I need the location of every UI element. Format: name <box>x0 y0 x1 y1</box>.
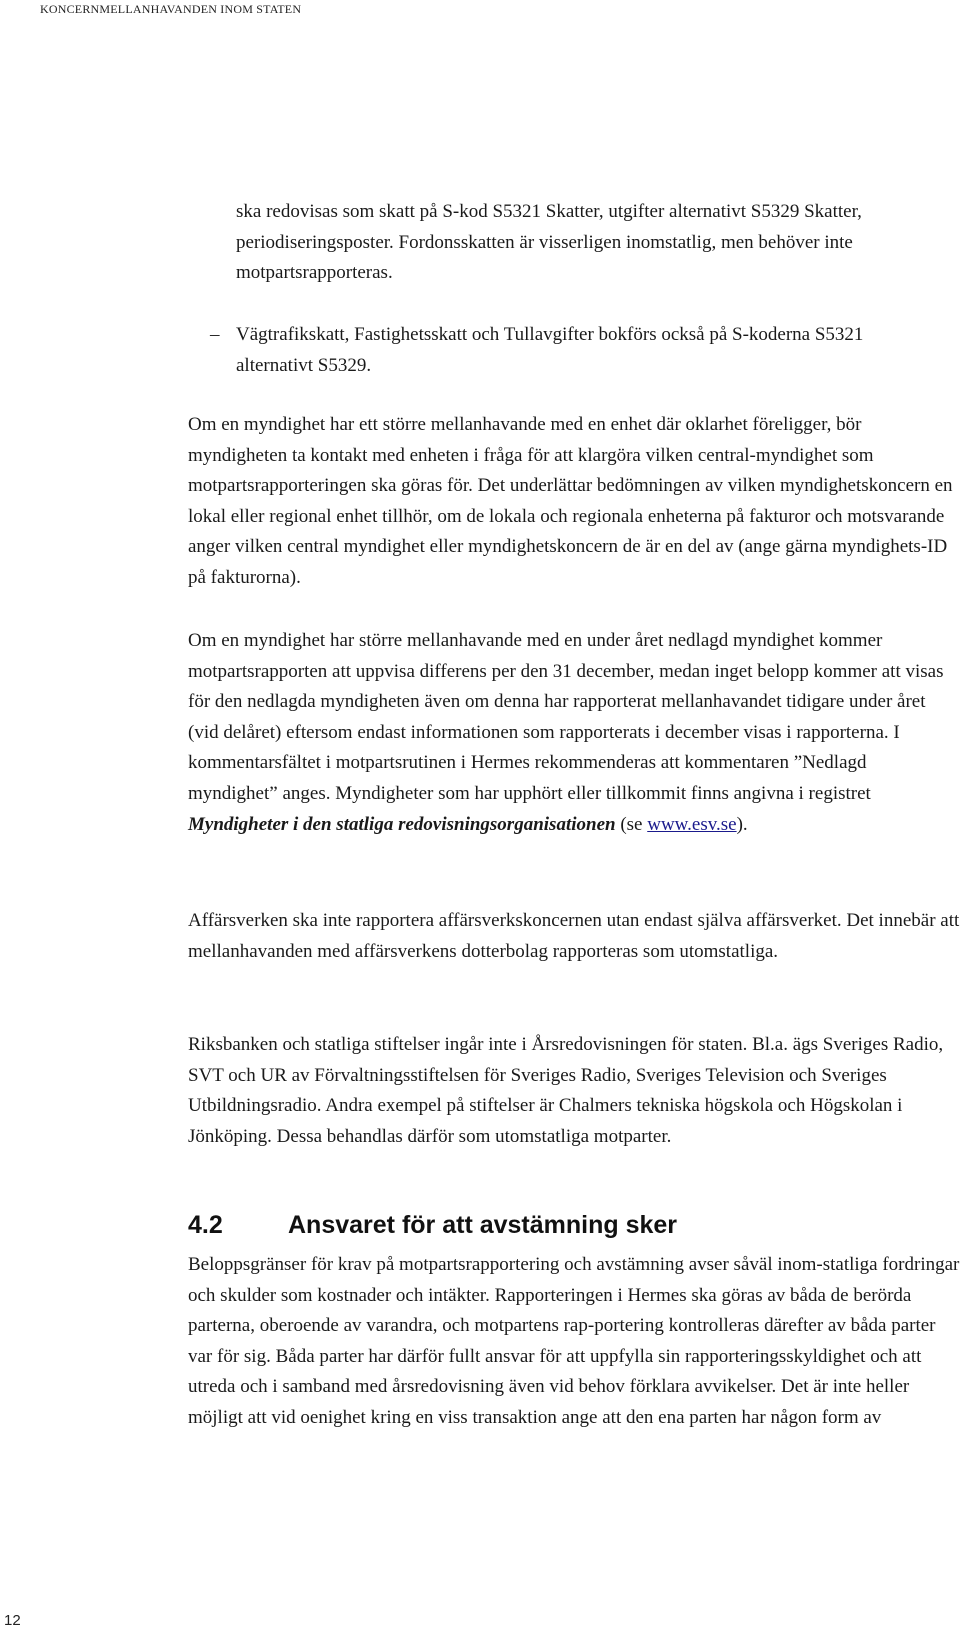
section-number: 4.2 <box>188 1211 223 1239</box>
after-link-text: ). <box>736 813 748 835</box>
dash-marker: – <box>210 324 220 345</box>
before-link-text: (se <box>615 813 648 835</box>
paragraph-responsibility: Beloppsgränser för krav på motpartsrapportering och avstämning avser såväl inom-statliga fordringar och skulder som kostnader och intäkter. Rapporteringen i Hermes ska göras av båda de berörda parterna, oberoende av varandra, och motpartens rap-portering kontrolleras därefter av båda parter var för sig. Båda parter har därför fullt ansvar för att uppfylla sin rapporteringsskyldighet och att utreda och i samband med årsredovisning även vid behov förklara avvikelser. Det är inte heller möjligt att vid oenighet kring en viss transaktion ange att den ena parten har någon form av <box>188 1254 960 1428</box>
paragraph-closed-agency-text: Om en myndighet har större mellanhavande med en under året nedlagd myndighet kommer motpartsrapporten att uppvisa differens per den 31 december, medan inget belopp kommer att visas för den nedlagda myndigheten även om denna har rapporterat mellanhavandet tidigare under året (vid delåret) eftersom endast informationen som rapporterats i december visas i rapporterna. I kommentarsfältet i motpartsrutinen i Hermes rekommenderas att kommentaren ”Nedlagd myndighet” anges. Myndigheter som har upphört eller tillkommit finns angivna i registret <box>188 630 944 804</box>
paragraph-business-agencies: Affärsverken ska inte rapportera affärsverkskoncernen utan endast själva affärsverket. Det innebär att mellanhavanden med affärsverkens dotterbolag rapporteras som utomstatliga. <box>188 910 960 962</box>
paragraph-unclear-entity: Om en myndighet har ett större mellanhavande med en enhet där oklarhet föreligger, bör myndigheten ta kontakt med enheten i fråga för att klargöra vilken central-myndighet som motpartsrapporteringen ska göras för. Det underlättar bedömningen av vilken myndighetskoncern en lokal eller regional enhet tillhör, om de lokala och regionala enheterna på fakturor och motsvarande anger vilken central myndighet eller myndighetskoncern de är en del av (ange gärna myndighets-ID på fakturorna). <box>188 414 953 588</box>
section-heading <box>188 1210 677 1240</box>
dash-item-text: Vägtrafikskatt, Fastighetsskatt och Tullavgifter bokförs också på S-koderna S5321 alternativt S5329. <box>236 324 864 376</box>
register-title: Myndigheter i den statliga redovisningsorganisationen <box>188 813 616 835</box>
page-number: 12 <box>4 1612 21 1629</box>
paragraph-riksbanken-foundations: Riksbanken och statliga stiftelser ingår inte i Årsredovisningen för staten. Bl.a. ägs Sveriges Radio, SVT och UR av Förvaltningsstiftelsen för Sveriges Radio, Sveriges Television och Sveriges Utbildningsradio. Andra exempel på stiftelser är Chalmers tekniska högskola och Högskolan i Jönköping. Dessa behandlas därför som utomstatliga motparter. <box>188 1034 944 1147</box>
esv-link[interactable]: www.esv.se <box>647 813 737 835</box>
paragraph-closed-agency <box>188 626 960 840</box>
continuation-paragraph: ska redovisas som skatt på S-kod S5321 Skatter, utgifter alternativt S5329 Skatter, periodiseringsposter. Fordonsskatten är visserligen inomstatlig, men behöver inte motpartsrapporteras. <box>236 201 862 284</box>
dash-list-item <box>210 320 930 381</box>
section-title: Ansvaret för att avstämning sker <box>288 1211 678 1239</box>
running-head: KONCERNMELLANHAVANDEN INOM STATEN <box>40 2 302 16</box>
